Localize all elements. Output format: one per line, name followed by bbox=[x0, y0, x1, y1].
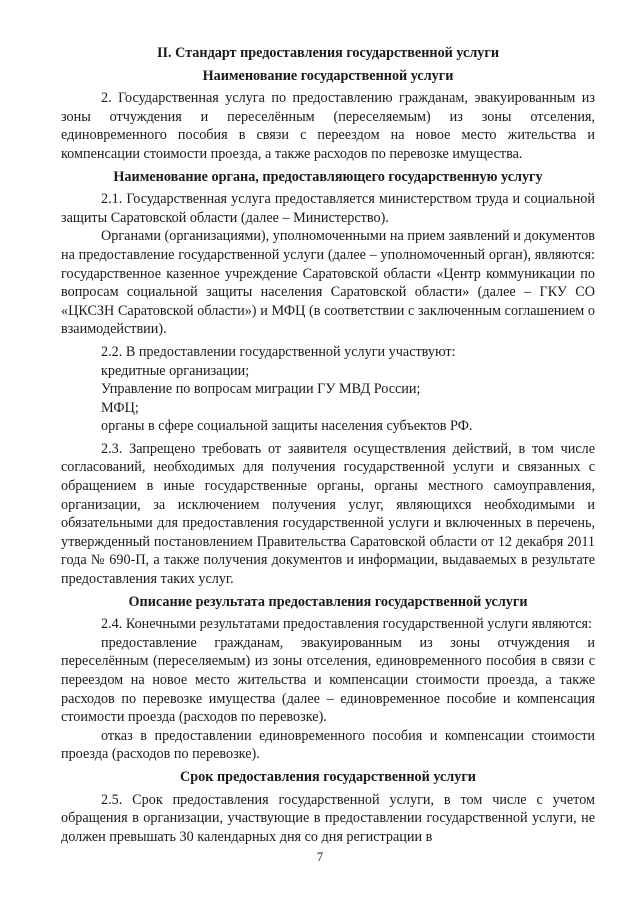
page-number: 7 bbox=[316, 850, 324, 864]
document-page bbox=[61, 44, 595, 904]
paragraph-authorized-bodies: Органами (организациями), уполномоченными на прием заявлений и документов на предоставление государственной услуги (далее – уполномоченный орган), являются: государственное казенное учреждение Саратовской области «Центр коммуникации по вопросам социальной защиты населения Саратовской области» (далее – ГКУ СО «ЦКСЗН Саратовской области») и МФЦ (в соответствии с заключенным соглашением о взаимодействии). bbox=[61, 228, 595, 338]
heading-service-provider: Наименование органа, предоставляющего государственную услугу bbox=[113, 168, 543, 185]
heading-service-name: Наименование государственной услуги bbox=[202, 67, 454, 84]
list-item: Управление по вопросам миграции ГУ МВД России; bbox=[101, 381, 421, 398]
list-item: МФЦ; bbox=[101, 399, 139, 416]
paragraph-2-4: 2.4. Конечными результатами предоставления государственной услуги являются: bbox=[101, 616, 592, 633]
heading-service-term: Срок предоставления государственной услуги bbox=[180, 768, 476, 785]
paragraph-2: 2. Государственная услуга по предоставлению гражданам, эвакуированным из зоны отчуждения и переселённым (переселяемым) из зоны отселения, единовременного пособия в связи с переездом на новое место жительства и компенсации стоимости проезда, а также расходов по перевозке имущества. bbox=[61, 90, 595, 162]
heading-service-result: Описание результата предоставления государственной услуги bbox=[128, 593, 528, 610]
paragraph-2-1: 2.1. Государственная услуга предоставляется министерством труда и социальной защиты Саратовской области (далее – Министерство). bbox=[61, 191, 595, 226]
paragraph-2-3: 2.3. Запрещено требовать от заявителя осуществления действий, в том числе согласований, необходимых для получения государственной услуги и связанных с обращением в иные государственные органы, органы местного самоуправления, организации, за исключением получения услуг, являющихся необходимыми и обязательными для предоставления государственной услуги и включенных в перечень, утвержденный постановлением Правительства Саратовской области от 12 декабря 2011 года № 690-П, а также получения документов и информации, выдаваемых в результате предоставления таких услуг. bbox=[61, 440, 595, 588]
paragraph-result-grant: предоставление гражданам, эвакуированным из зоны отчуждения и переселённым (переселяемым) из зоны отселения, единовременного пособия в связи с переездом на новое место жительства и компенсации стоимости проезда, а также расходов по перевозке имущества (далее – единовременное пособие и компенсация стоимости проезда (расходов по перевозке). bbox=[61, 634, 595, 726]
paragraph-2-2: 2.2. В предоставлении государственной услуги участвуют: bbox=[101, 343, 456, 360]
section-title: II. Стандарт предоставления государственной услуги bbox=[156, 45, 500, 61]
paragraph-result-refusal: отказ в предоставлении единовременного пособия и компенсации стоимости проезда (расходов по перевозке). bbox=[61, 727, 595, 763]
list-item: кредитные организации; bbox=[101, 362, 250, 379]
list-item: органы в сфере социальной защиты населения субъектов РФ. bbox=[101, 418, 473, 435]
paragraph-2-5: 2.5. Срок предоставления государственной услуги, в том числе с учетом обращения в организации, участвующие в предоставлении государственной услуги, не должен превышать 30 календарных дня со дня регистрации в bbox=[61, 791, 595, 845]
